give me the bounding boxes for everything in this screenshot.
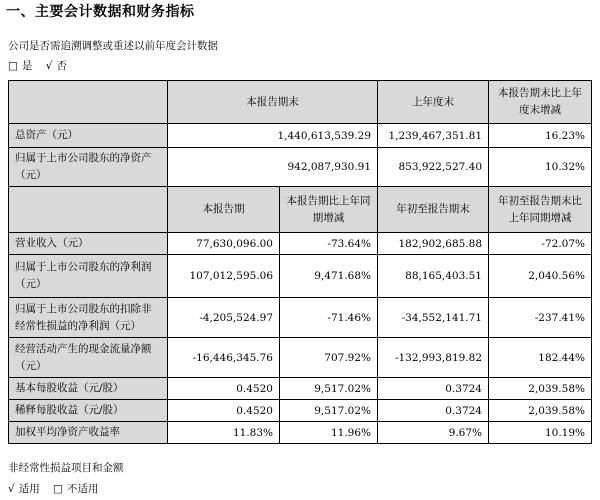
table-row [9,255,592,298]
row-label: 经营活动产生的现金流量净额（元） [9,338,168,378]
table-row [9,148,592,187]
cell-value: 2,039.58% [489,378,592,400]
cell-value: 9,517.02% [280,400,378,422]
table2-header: 本报告期比上年同期增减 [280,187,378,233]
table-row [9,124,592,148]
checkmark-icon[interactable]: √ [8,483,15,495]
cell-value: 182,902,685.88 [378,233,489,255]
cell-value: 9.67% [378,422,489,444]
table1-header: 上年度末 [378,81,489,124]
cell-value: -132,993,819.82 [378,338,489,378]
financial-table [8,80,592,444]
table1-header: 本报告期末比上年度末增减 [489,81,592,124]
row-label: 总资产（元） [9,124,168,148]
retro-options [8,58,71,73]
table2-header-row [9,187,592,233]
applicable-options [8,481,102,496]
table-row [9,422,592,444]
section-title: 一、主要会计数据和财务指标 [6,4,195,20]
cell-value: 0.4520 [168,400,280,422]
table2-header: 年初至报告期末 [378,187,489,233]
cell-value: -4,205,524.97 [168,298,280,338]
cell-value: 942,087,930.91 [168,148,378,187]
cell-value: -73.64% [280,233,378,255]
cell-value: 707.92% [280,338,378,378]
table-row [9,338,592,378]
row-label: 归属于上市公司股东的净资产（元） [9,148,168,187]
cell-value: -34,552,141.71 [378,298,489,338]
option-no-label: 否 [56,60,67,72]
cell-value: 77,630,096.00 [168,233,280,255]
table1-header-row [9,81,592,124]
cell-value: 2,040.56% [489,255,592,298]
table-row [9,400,592,422]
checkmark-icon[interactable]: √ [45,60,53,72]
cell-value: 853,922,527.40 [378,148,489,187]
cell-value: 107,012,595.06 [168,255,280,298]
nonrecurring-title: 非经常性损益项目和金额 [8,462,124,474]
cell-value: 0.3724 [378,400,489,422]
cell-value: 88,165,403.51 [378,255,489,298]
row-label: 稀释每股收益（元/股） [9,400,168,422]
table2-corner [9,187,168,233]
cell-value: 11.96% [280,422,378,444]
option-yes-label: 是 [21,60,33,72]
checkbox-unchecked-icon[interactable]: □ [8,60,18,72]
row-label: 归属于上市公司股东的净利润（元） [9,255,168,298]
option-applicable-label: 适用 [18,483,40,495]
table-row [9,378,592,400]
cell-value: 0.4520 [168,378,280,400]
table-row [9,233,592,255]
checkbox-unchecked-icon[interactable]: □ [53,483,63,495]
table2-header: 年初至报告期末比上年同期增减 [489,187,592,233]
table1-corner [9,81,168,124]
cell-value: -237.41% [489,298,592,338]
row-label: 归属于上市公司股东的扣除非经常性损益的净利润（元） [9,298,168,338]
cell-value: -71.46% [280,298,378,338]
row-label: 营业收入（元） [9,233,168,255]
cell-value: 16.23% [489,124,592,148]
table-row [9,298,592,338]
table1-header: 本报告期末 [168,81,378,124]
cell-value: 9,517.02% [280,378,378,400]
row-label: 基本每股收益（元/股） [9,378,168,400]
cell-value: -72.07% [489,233,592,255]
cell-value: 1,239,467,351.81 [378,124,489,148]
row-label: 加权平均净资产收益率 [9,422,168,444]
cell-value: 1,440,613,539.29 [168,124,378,148]
option-not-applicable-label: 不适用 [66,483,99,495]
cell-value: 10.19% [489,422,592,444]
cell-value: 9,471.68% [280,255,378,298]
cell-value: 0.3724 [378,378,489,400]
cell-value: 11.83% [168,422,280,444]
table2-header: 本报告期 [168,187,280,233]
cell-value: 182.44% [489,338,592,378]
cell-value: 2,039.58% [489,400,592,422]
cell-value: 10.32% [489,148,592,187]
cell-value: -16,446,345.76 [168,338,280,378]
retro-question: 公司是否需追溯调整或重述以前年度会计数据 [8,40,218,52]
